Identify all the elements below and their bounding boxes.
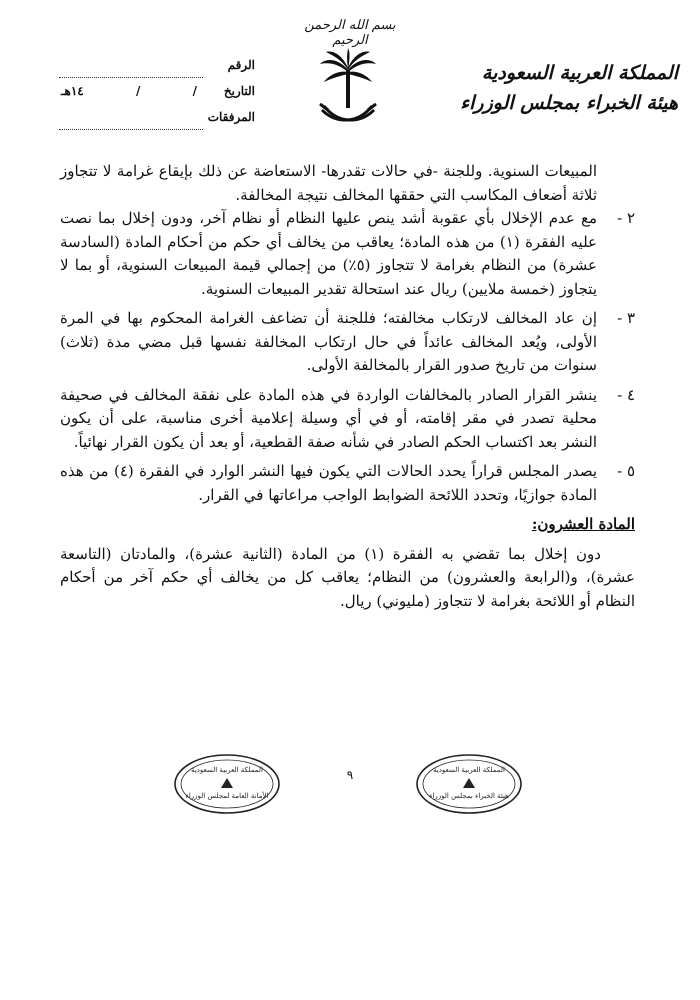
reference-row: [55, 52, 255, 78]
organization-name: [438, 58, 678, 118]
stamp-right: [414, 752, 524, 816]
org-line-2: هيئة الخبراء بمجلس الوزراء: [460, 92, 678, 114]
list-item: [60, 207, 635, 301]
list-item: [60, 307, 635, 378]
article-paragraph: دون إخلال بما تقضي به الفقرة (١) من المادة (الثانية عشرة)، والمادتان (التاسعة عشرة)، و(الرابعة والعشرون) من النظام؛ يعاقب كل من يخالف أي حكم آخر من أحكام النظام أو اللائحة بغرامة لا تتجاوز (مليوني) ريال.: [60, 544, 635, 610]
date-sep-1: /: [192, 84, 197, 98]
item-number: ٢ -: [617, 209, 635, 227]
date-row: [55, 78, 255, 104]
stamp-right-seal-icon: [414, 752, 524, 816]
document-body: [60, 160, 635, 613]
date-sep-2: /: [135, 84, 141, 98]
item-number: ٣ -: [617, 309, 635, 327]
intro-paragraph: المبيعات السنوية. وللجنة -في حالات تقدرها- الاستعاضة عن ذلك بإيقاع غرامة لا تتجاوز ثلاثة أضعاف المكاسب التي حققها المخالف نتيجة المخالفة.: [60, 162, 597, 204]
stamp-right-line-2: هيئة الخبراء بمجلس الوزراء: [429, 792, 509, 800]
stamp-left-line-2: الأمانة العامة لمجلس الوزراء: [185, 792, 269, 800]
date-suffix: ١٤هـ: [61, 84, 84, 98]
attachments-row: [55, 104, 255, 130]
letter-meta: [55, 52, 255, 130]
list-item: [60, 384, 635, 455]
reference-label: الرقم: [227, 58, 255, 72]
item-text: يصدر المجلس قراراً يحدد الحالات التي يكون فيها النشر الوارد في الفقرة (٤) من هذه المادة جوازيًا، وتحدد اللائحة الضوابط الواجب مراعاتها في القرار.: [60, 462, 597, 504]
saudi-emblem-icon: [316, 48, 380, 130]
stamp-left-seal-icon: [172, 752, 282, 816]
attachments-line: [59, 115, 203, 130]
item-number: ٥ -: [617, 462, 635, 480]
item-text: إن عاد المخالف لارتكاب مخالفته؛ فللجنة أن تضاعف الغرامة المحكوم بها في المرة الأولى، ويُعد المخالف عائداً في حال ارتكاب المخالفة نفسها قبل مضي مدة (ثلاث) سنوات من تاريخ صدور القرار بالمخالفة الأولى.: [60, 309, 597, 374]
basmala: بسم الله الرحمن الرحيم: [304, 18, 396, 48]
item-text: مع عدم الإخلال بأي عقوبة أشد ينص عليها النظام أو نظام آخر، ودون إخلال بما نصت عليه الفقرة (١) من هذه المادة؛ يعاقب من يخالف أي حكم من أحكام المادة (السادسة عشرة) من النظام بغرامة لا تتجاوز (٥٪) من إجمالي قيمة المبيعات السنوية، أو بما لا يتجاوز (خمسة ملايين) ريال عند استحالة تقدير المبيعات السنوية.: [60, 209, 597, 298]
date-label: التاريخ: [223, 84, 255, 98]
stamp-left: [172, 752, 282, 816]
item-text: ينشر القرار الصادر بالمخالفات الواردة في هذه المادة على نفقة المخالف في صحيفة محلية تصدر في مقر إقامته، أو في أي وسيلة إعلامية أخرى مناسبة، على أن يكون النشر بعد اكتساب الحكم الصادر في شأنه صفة القطعية، أو بعد أن يكون القرار نهائياً.: [60, 385, 597, 451]
org-line-1: المملكة العربية السعودية: [481, 62, 678, 84]
attachments-label: المرفقات: [207, 110, 255, 124]
page-number: ٩: [346, 768, 354, 782]
item-number: ٤ -: [617, 385, 635, 404]
article-heading: المادة العشرون:: [531, 515, 635, 533]
list-item: [60, 460, 635, 507]
stamp-right-line-1: المملكة العربية السعودية: [433, 766, 505, 774]
stamp-left-line-1: المملكة العربية السعودية: [191, 766, 263, 774]
reference-line: [59, 63, 203, 78]
date-field: [55, 78, 203, 104]
